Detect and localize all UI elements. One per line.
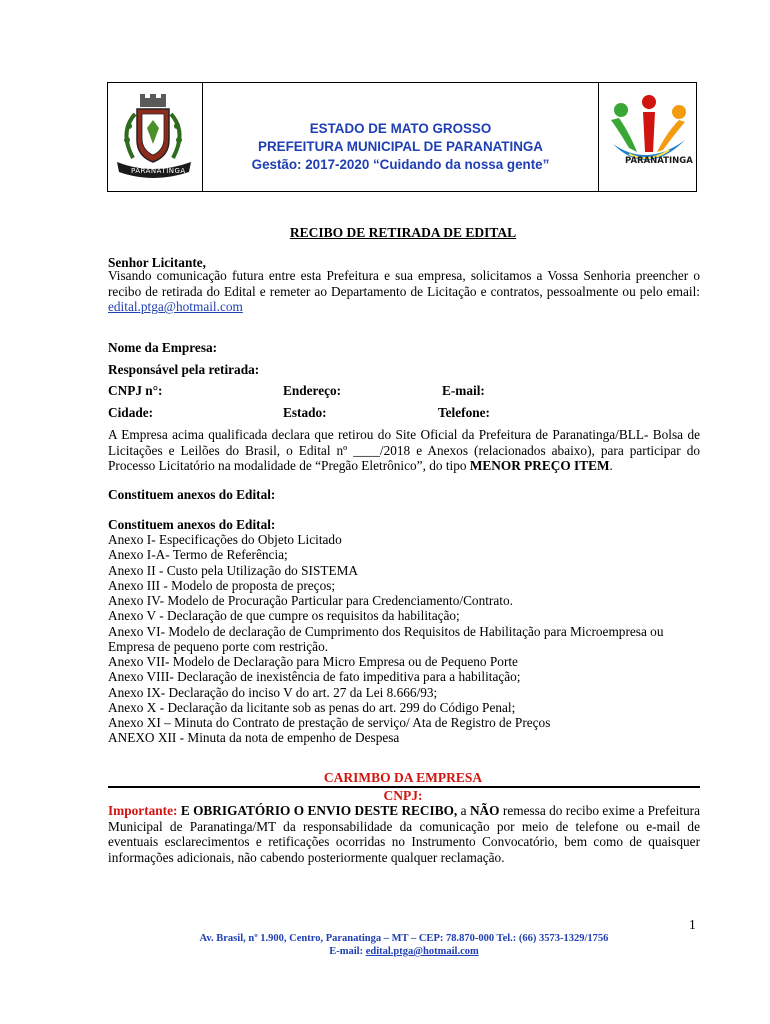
logo-cell — [598, 82, 697, 192]
declaration-text: A Empresa acima qualificada declara que retirou do Site Oficial da Prefeitura de Paranatinga/BLL- Bolsa de Licitações e Leilões do Brasil, o Edital nº ____/2018 e Anexos (relacionados abaixo), para participar do Processo Licitatório na modalidade de “Pregão Eletrônico”, do tipo — [108, 427, 700, 473]
important-paragraph — [108, 803, 700, 865]
annex-item: ANEXO XII - Minuta da nota de empenho de Despesa — [108, 730, 400, 746]
crest-cell — [107, 82, 203, 192]
crest-motto: PARANATINGA — [131, 167, 186, 175]
responsible-field-label: Responsável pela retirada: — [108, 362, 260, 377]
important-nao: NÃO — [469, 803, 500, 818]
annex-item: Anexo I- Especificações do Objeto Licitado — [108, 532, 342, 547]
cnpj-field-label: CNPJ n°: — [108, 383, 163, 398]
header-text — [203, 120, 598, 174]
document-title: RECIBO DE RETIRADA DE EDITAL — [289, 225, 517, 240]
annex-heading-1: Constituem anexos do Edital: — [108, 487, 276, 502]
email-field-label: E-mail: — [442, 383, 485, 398]
state-field-label: Estado: — [283, 405, 327, 420]
annex-item: Anexo X - Declaração da licitante sob as penas do art. 299 do Código Penal; — [108, 699, 516, 715]
footer-email-label: E-mail: — [329, 946, 364, 957]
paranatinga-logo-icon — [599, 82, 696, 190]
annex-item: Anexo IV- Modelo de Procuração Particular para Credenciamento/Contrato. — [108, 593, 513, 608]
prefecture-name: PREFEITURA MUNICIPAL DE PARANATINGA — [258, 139, 543, 154]
annex-item: Anexo I-A- Termo de Referência; — [108, 547, 288, 563]
annex-item: Anexo III - Modelo de proposta de preços; — [108, 577, 336, 593]
annex-item: Anexo II - Custo pela Utilização do SISTEMA — [108, 562, 359, 578]
important-bold: E OBRIGATÓRIO O ENVIO DESTE RECIBO, — [180, 803, 458, 818]
declaration-paragraph — [108, 427, 700, 474]
annex-item: Empresa de pequeno porte com restrição. — [108, 638, 329, 654]
salutation: Senhor Licitante, — [108, 255, 207, 270]
logo-text: PARANATINGA — [625, 156, 693, 166]
footer-email-line — [108, 945, 700, 958]
annex-heading-2: Constituem anexos do Edital: — [108, 517, 276, 532]
declaration-type: MENOR PREÇO ITEM — [469, 458, 610, 473]
annex-item: Anexo VII- Modelo de Declaração para Micro Empresa ou de Pequeno Porte — [108, 654, 518, 669]
footer-email-link[interactable]: edital.ptga@hotmail.com — [365, 946, 479, 957]
address-field-label: Endereço: — [283, 383, 342, 398]
annex-item: Anexo VIII- Declaração de inexistência de fato impeditiva para a habilitação; — [108, 669, 521, 685]
intro-paragraph — [108, 268, 700, 315]
important-label: Importante: — [108, 803, 178, 818]
phone-field-label: Telefone: — [438, 405, 490, 420]
declaration-end: . — [609, 458, 613, 473]
intro-text: Visando comunicação futura entre esta Prefeitura e sua empresa, solicitamos a Vossa Senhoria preencher o recibo de retirada do Edital e remeter ao Departamento de Licitação e contratos, pessoalmente ou pelo email: — [108, 268, 700, 299]
city-field-label: Cidade: — [108, 405, 154, 420]
footer — [108, 932, 700, 958]
stamp-cnpj: CNPJ: — [383, 788, 423, 803]
annex-item: Anexo V - Declaração de que cumpre os requisitos da habilitação; — [108, 608, 460, 624]
footer-address: Av. Brasil, nº 1.900, Centro, Paranatinga – MT – CEP: 78.870-000 Tel.: (66) 3573-1329/1756 — [199, 933, 609, 944]
annex-item: Anexo IX- Declaração do inciso V do art. 27 da Lei 8.666/93; — [108, 684, 438, 700]
management-motto: Gestão: 2017-2020 “Cuidando da nossa gente” — [251, 157, 550, 172]
important-mid: a — [460, 803, 467, 818]
page-number: 1 — [689, 917, 696, 932]
company-field-label: Nome da Empresa: — [108, 340, 218, 355]
important-text: remessa do recibo exime a Prefeitura Municipal de Paranatinga/MT da responsabilidade da comunicação por meio de telefone ou e-mail de eventuais esclarecimentos e retificações ocorridas no Instrumento Convocatório, bem como de quaisquer informações adicionais, não cabendo posteriormente qualquer reclamação. — [108, 803, 700, 865]
annex-list — [108, 532, 708, 746]
annex-item: Anexo VI- Modelo de declaração de Cumprimento dos Requisitos de Habilitação para Microempresa ou — [108, 623, 664, 639]
stamp-title: CARIMBO DA EMPRESA — [323, 770, 483, 785]
annex-item: Anexo XI – Minuta do Contrato de prestação de serviço/ Ata de Registro de Preços — [108, 715, 551, 730]
state-name: ESTADO DE MATO GROSSO — [309, 121, 492, 136]
intro-email-link[interactable]: edital.ptga@hotmail.com — [108, 299, 243, 314]
